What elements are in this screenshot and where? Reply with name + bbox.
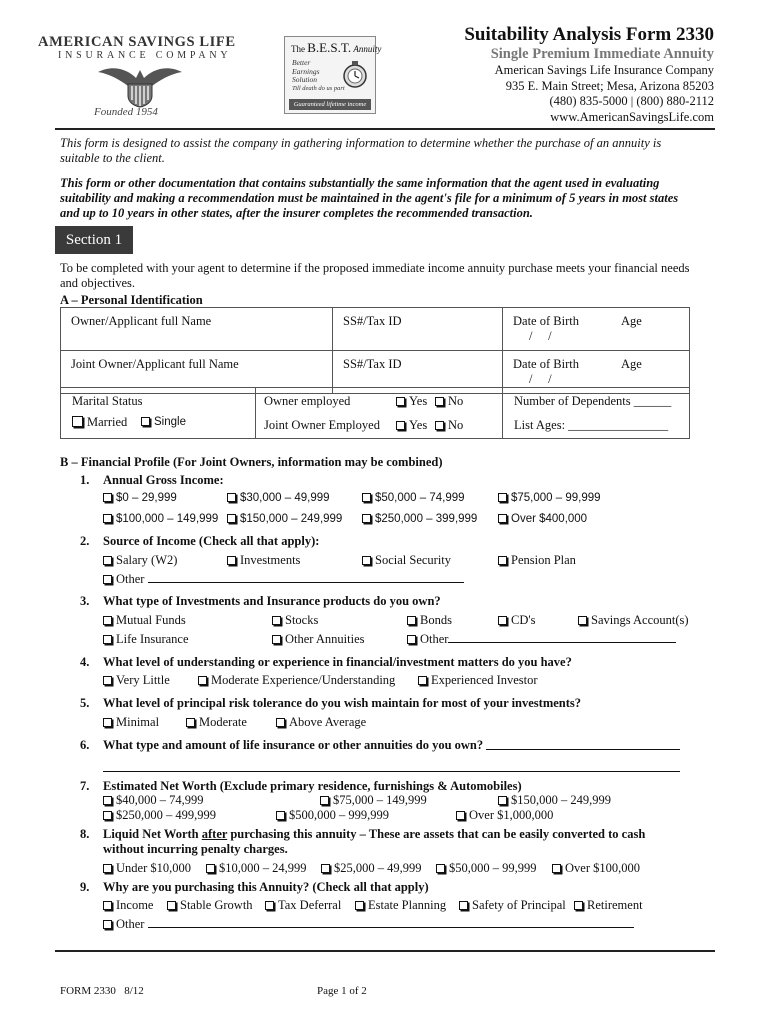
checkbox-icon [362, 493, 371, 502]
owner-dob-label: Date of Birth [513, 314, 579, 328]
q8-option[interactable] [321, 861, 422, 876]
q1-option-label: $0 – 29,999 [116, 492, 177, 504]
q2-option-label: Investments [240, 553, 301, 567]
q1-option[interactable] [227, 492, 330, 504]
checkbox-icon [276, 811, 285, 820]
personal-identification-table [60, 307, 690, 394]
checkbox-icon [103, 493, 112, 502]
owner-age-label: Age [621, 314, 642, 328]
q9-option[interactable] [103, 898, 153, 913]
q2-option[interactable] [362, 553, 451, 568]
address-line: 935 E. Main Street; Mesa, Arizona 85203 [505, 78, 714, 93]
q7-option[interactable] [103, 793, 204, 808]
married-checkbox[interactable] [72, 415, 127, 430]
checkbox-icon [227, 493, 236, 502]
q9-other-line[interactable] [148, 917, 634, 928]
no-label: No [448, 418, 464, 432]
q9-option[interactable] [167, 898, 253, 913]
owner-dob-slashes: / / [529, 329, 552, 343]
yes-label: Yes [409, 418, 428, 432]
q8-option-label: Under $10,000 [116, 861, 191, 875]
checkbox-icon [362, 556, 371, 565]
checkbox-icon [498, 556, 507, 565]
q3-option-label: CD's [511, 613, 536, 627]
form-title: Suitability Analysis Form 2330 [464, 24, 714, 45]
marital-divider [255, 388, 256, 438]
q4-option[interactable] [418, 673, 538, 688]
single-checkbox[interactable] [141, 416, 186, 428]
q7-option-label: $75,000 – 149,999 [333, 793, 427, 807]
q2-option-label: Pension Plan [511, 553, 576, 567]
checkbox-icon [459, 901, 468, 910]
q7-option-label: $250,000 – 499,999 [116, 808, 216, 822]
checkbox-icon [435, 421, 444, 430]
q2-other-line[interactable] [148, 572, 464, 583]
q3-option[interactable] [272, 613, 318, 628]
q7-option-label: $150,000 – 249,999 [511, 793, 611, 807]
checkbox-icon [227, 556, 236, 565]
best-title: B.E.S.T. [307, 40, 352, 55]
q1-option-label: $150,000 – 249,999 [240, 513, 343, 525]
form-subtitle: Single Premium Immediate Annuity [490, 46, 714, 62]
joint-name-label: Joint Owner/Applicant full Name [71, 357, 239, 371]
q5-option[interactable] [103, 715, 159, 730]
q8-option[interactable] [206, 861, 307, 876]
checkbox-icon [321, 864, 330, 873]
best-line: Till death do us part [292, 84, 345, 92]
checkbox-icon [103, 718, 112, 727]
q3-other-line[interactable] [448, 632, 676, 643]
checkbox-icon [198, 676, 207, 685]
checkbox-icon [103, 514, 112, 523]
checkbox-icon [396, 421, 405, 430]
joint-dob-label: Date of Birth [513, 357, 579, 371]
checkbox-icon [272, 635, 281, 644]
q9-option-label: Tax Deferral [278, 898, 342, 912]
q4-option[interactable] [103, 673, 170, 688]
q6-answer-line-2[interactable] [103, 771, 680, 772]
owner-name-field[interactable] [61, 308, 333, 351]
checkbox-icon [227, 514, 236, 523]
q8-option-label: $50,000 – 99,999 [449, 861, 537, 875]
q1-option[interactable] [362, 513, 477, 525]
q7-option[interactable] [276, 808, 389, 823]
q7-option[interactable] [498, 793, 611, 808]
q2-option[interactable] [498, 553, 576, 568]
q3-option-label: Life Insurance [116, 632, 189, 646]
header-divider [55, 128, 715, 130]
q8-text-line2: without incurring penalty charges. [103, 842, 288, 856]
q1-option[interactable] [103, 492, 177, 504]
watch-icon [341, 59, 369, 91]
part-a-title: A – Personal Identification [60, 293, 203, 307]
checkbox-icon [498, 616, 507, 625]
checkbox-icon [498, 796, 507, 805]
section-1-instructions: To be completed with your agent to determine if the proposed immediate income annuity purchase meets your financial needs and objectives. [60, 261, 690, 290]
q2-number: 2. [80, 534, 90, 548]
yes-label: Yes [409, 394, 428, 408]
checkbox-icon [418, 676, 427, 685]
q9-option-label: Other [116, 917, 145, 931]
owner-name-label: Owner/Applicant full Name [71, 314, 212, 328]
address-line: American Savings Life Insurance Company [494, 63, 714, 77]
dependents-field[interactable]: Number of Dependents ______ [514, 394, 672, 408]
q3-option-label: Mutual Funds [116, 613, 186, 627]
q6-text: What type and amount of life insurance or other annuities do you own? [103, 738, 484, 752]
marital-status-label: Marital Status [72, 394, 143, 408]
q8-option-label: Over $100,000 [565, 861, 640, 875]
q1-option[interactable] [103, 513, 218, 525]
single-label: Single [154, 416, 186, 428]
q5-option-label: Above Average [289, 715, 367, 729]
checkbox-icon [103, 920, 112, 929]
checkbox-icon [574, 901, 583, 910]
q7-option-label: Over $1,000,000 [469, 808, 554, 822]
q7-option[interactable] [456, 808, 553, 823]
q3-option[interactable] [407, 613, 452, 628]
q1-text: Annual Gross Income: [103, 473, 224, 487]
q5-text: What level of principal risk tolerance do you wish maintain for most of your investments? [103, 696, 582, 710]
q9-text: Why are you purchasing this Annuity? (Check all that apply) [103, 880, 429, 894]
q4-text: What level of understanding or experience in financial/investment matters do you have? [103, 655, 572, 669]
best-tagline: Guaranteed lifetime income [289, 99, 371, 110]
checkbox-icon [103, 676, 112, 685]
q6-answer-line-1[interactable] [486, 749, 680, 750]
q1-option-label: Over $400,000 [511, 513, 588, 525]
q1-option-label: $30,000 – 49,999 [240, 492, 330, 504]
q9-number: 9. [80, 880, 90, 894]
checkbox-icon [435, 397, 444, 406]
q4-option-label: Experienced Investor [431, 673, 538, 687]
q1-option-label: $250,000 – 399,999 [375, 513, 478, 525]
q3-option-label: Stocks [285, 613, 319, 627]
q7-option-label: $500,000 – 999,999 [289, 808, 389, 822]
marital-employment-box [60, 387, 690, 439]
q3-number: 3. [80, 594, 90, 608]
best-line: Better [292, 58, 311, 67]
q8-option[interactable] [103, 861, 191, 876]
q6-number: 6. [80, 738, 90, 752]
joint-ss-label: SS#/Tax ID [343, 357, 402, 371]
checkbox-icon [103, 864, 112, 873]
q4-option-label: Moderate Experience/Understanding [211, 673, 396, 687]
q5-number: 5. [80, 696, 90, 710]
q4-option-label: Very Little [116, 673, 170, 687]
q7-option[interactable] [103, 808, 216, 823]
form-date: 8/12 [124, 985, 144, 997]
footer-form-code [60, 985, 144, 997]
checkbox-icon [272, 616, 281, 625]
checkbox-icon [578, 616, 587, 625]
checkbox-icon [320, 796, 329, 805]
retention-notice: This form or other documentation that contains substantially the same information that the agent used in evaluating suitability and making a recommendation must be maintained in the agent's file for a minimum of 5 years in most states and up to 10 years in other states, after the insurer completes the recommended transaction. [60, 176, 679, 220]
q5-option-label: Moderate [199, 715, 247, 729]
page-number: Page 1 of 2 [317, 985, 367, 997]
q2-other-option[interactable] [103, 572, 464, 587]
checkbox-icon [186, 718, 195, 727]
joint-employed-yes[interactable] [396, 418, 427, 433]
best-title-line [291, 40, 381, 56]
q3-option-label: Savings Account(s) [591, 613, 689, 627]
q1-option[interactable] [498, 492, 601, 504]
checkbox-icon [103, 575, 112, 584]
checkbox-icon [103, 616, 112, 625]
part-b-title: B – Financial Profile (For Joint Owners, information may be combined) [60, 455, 443, 469]
q9-option[interactable] [459, 898, 566, 913]
q8-number: 8. [80, 827, 90, 841]
married-label: Married [87, 415, 128, 429]
company-name-line2: INSURANCE COMPANY [58, 50, 232, 61]
company-address [495, 63, 714, 125]
q3-option[interactable] [272, 632, 365, 647]
checkbox-icon [167, 901, 176, 910]
q8-text-post: purchasing this annuity – These are assets that can be easily converted to cash [227, 827, 646, 841]
form-code: FORM 2330 [60, 985, 116, 997]
q9-option[interactable] [355, 898, 446, 913]
checkbox-icon [206, 864, 215, 873]
employment-divider [502, 388, 503, 438]
q3-option-label: Other [420, 632, 449, 646]
checkbox-icon [103, 796, 112, 805]
checkbox-icon [407, 635, 416, 644]
q8-option[interactable] [552, 861, 640, 876]
q3-option[interactable] [498, 613, 535, 628]
q5-option[interactable] [276, 715, 366, 730]
company-logo [36, 34, 240, 122]
section-1-badge: Section 1 [55, 226, 133, 254]
q9-option[interactable] [574, 898, 643, 913]
q1-option-label: $100,000 – 149,999 [116, 513, 219, 525]
q3-option-label: Bonds [420, 613, 452, 627]
joint-age-label: Age [621, 357, 642, 371]
checkbox-icon [141, 417, 150, 426]
q3-option[interactable] [103, 613, 186, 628]
checkbox-icon [103, 901, 112, 910]
best-line: Solution [292, 75, 318, 84]
q8-text [103, 827, 645, 842]
q3-text: What type of Investments and Insurance products do you own? [103, 594, 441, 608]
joint-employed-label: Joint Owner Employed [264, 418, 380, 432]
q1-option[interactable] [362, 492, 465, 504]
q2-option-label: Salary (W2) [116, 553, 178, 567]
q8-text-after: after [201, 827, 228, 841]
owner-dob-age-field[interactable] [503, 308, 690, 351]
q8-option[interactable] [436, 861, 537, 876]
q9-other-option[interactable] [103, 917, 634, 932]
list-ages-field[interactable]: List Ages: ________________ [514, 418, 669, 432]
checkbox-icon [456, 811, 465, 820]
q9-option-label: Stable Growth [180, 898, 253, 912]
best-lines [292, 59, 345, 93]
checkbox-icon [407, 616, 416, 625]
q3-option[interactable] [103, 632, 189, 647]
eagle-emblem-icon [94, 60, 186, 108]
q8-option-label: $10,000 – 24,999 [219, 861, 307, 875]
address-line: (480) 835-5000 | (800) 880-2112 [549, 94, 714, 108]
intro-paragraph: This form is designed to assist the company in gathering information to determine whether the purchase of an annuity is suitable to the client. [60, 136, 662, 165]
q9-option-label: Estate Planning [368, 898, 447, 912]
checkbox-icon [396, 397, 405, 406]
q5-option-label: Minimal [116, 715, 160, 729]
checkbox-icon [103, 811, 112, 820]
q9-option-label: Income [116, 898, 154, 912]
q9-option[interactable] [265, 898, 341, 913]
best-suffix: Annuity [353, 44, 382, 54]
footer-divider [55, 950, 715, 952]
checkbox-icon [498, 493, 507, 502]
owner-employed-no[interactable] [435, 394, 463, 409]
owner-ss-field[interactable] [333, 308, 503, 351]
founded-text: Founded 1954 [94, 106, 158, 118]
q2-text: Source of Income (Check all that apply): [103, 534, 320, 548]
q7-option-label: $40,000 – 74,999 [116, 793, 204, 807]
q1-option[interactable] [498, 513, 587, 525]
q2-option[interactable] [227, 553, 300, 568]
q4-number: 4. [80, 655, 90, 669]
q8-option-label: $25,000 – 49,999 [334, 861, 422, 875]
q9-option-label: Retirement [587, 898, 643, 912]
q3-option[interactable] [578, 613, 689, 628]
q1-number: 1. [80, 473, 90, 487]
q2-option[interactable] [103, 553, 177, 568]
q2-option-label: Social Security [375, 553, 452, 567]
checkbox-icon [72, 416, 83, 427]
owner-ss-label: SS#/Tax ID [343, 314, 402, 328]
checkbox-icon [498, 514, 507, 523]
joint-dob-slashes: / / [529, 372, 552, 386]
q3-option-label: Other Annuities [285, 632, 365, 646]
q1-option-label: $75,000 – 99,999 [511, 492, 601, 504]
q3-other-option[interactable] [407, 632, 676, 647]
q2-option-label: Other [116, 572, 145, 586]
no-label: No [448, 394, 464, 408]
checkbox-icon [362, 514, 371, 523]
joint-employed-no[interactable] [435, 418, 463, 433]
q9-option-label: Safety of Principal [472, 898, 566, 912]
best-annuity-logo [284, 36, 382, 114]
checkbox-icon [436, 864, 445, 873]
owner-employed-label: Owner employed [264, 394, 351, 408]
owner-employed-yes[interactable] [396, 394, 427, 409]
q1-option-label: $50,000 – 74,999 [375, 492, 465, 504]
q8-text-pre: Liquid Net Worth [103, 827, 202, 841]
checkbox-icon [552, 864, 561, 873]
checkbox-icon [265, 901, 274, 910]
q4-option[interactable] [198, 673, 395, 688]
checkbox-icon [103, 635, 112, 644]
address-line: www.AmericanSavingsLife.com [550, 109, 714, 124]
q7-option[interactable] [320, 793, 427, 808]
best-prefix: The [291, 44, 305, 54]
checkbox-icon [276, 718, 285, 727]
checkbox-icon [355, 901, 364, 910]
q7-number: 7. [80, 779, 90, 793]
q1-option[interactable] [227, 513, 342, 525]
q7-text: Estimated Net Worth (Exclude primary residence, furnishings & Automobiles) [103, 779, 522, 793]
best-line: Earnings [292, 66, 320, 76]
q5-option[interactable] [186, 715, 247, 730]
company-name-line1: AMERICAN SAVINGS LIFE [38, 34, 236, 50]
checkbox-icon [103, 556, 112, 565]
